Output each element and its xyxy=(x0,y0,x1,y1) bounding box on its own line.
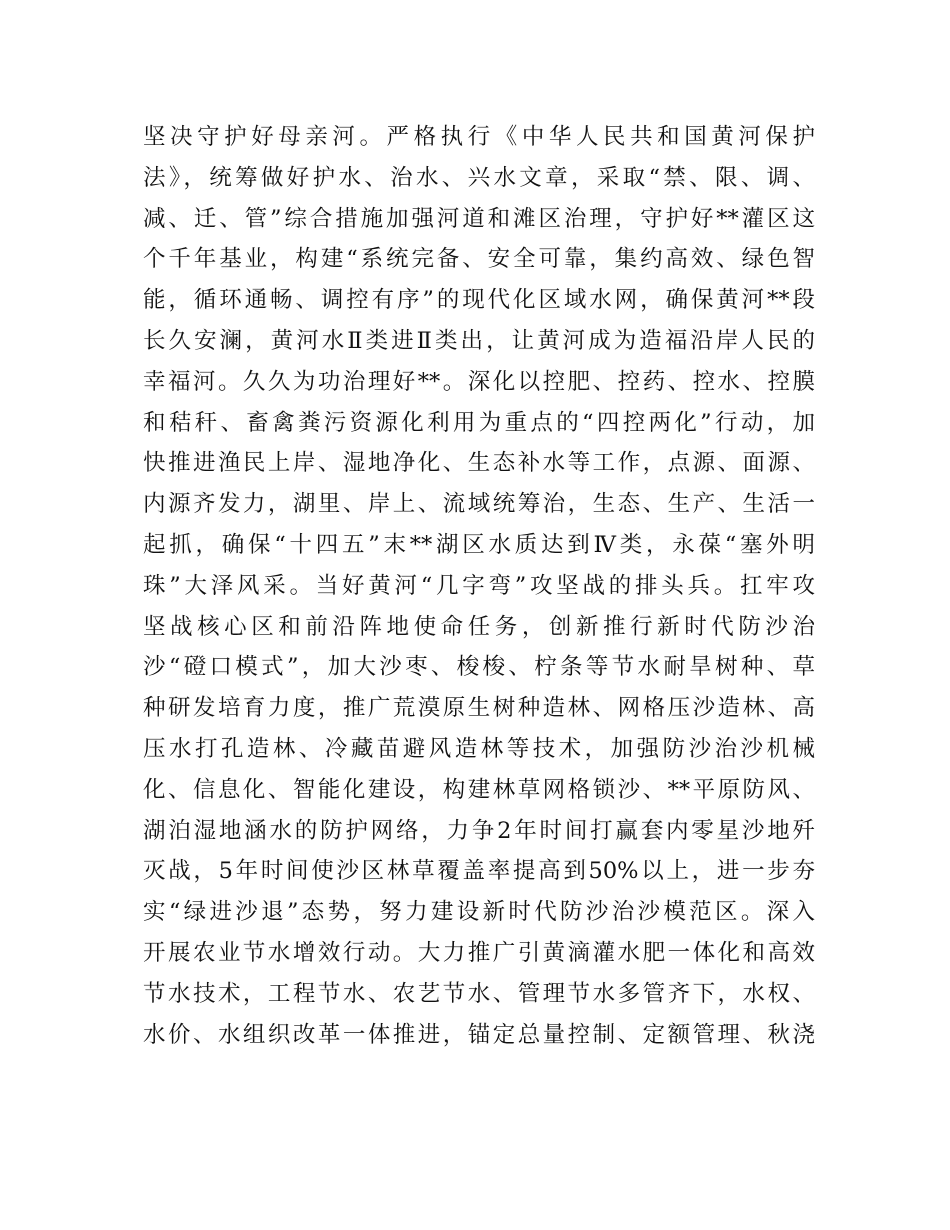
text-line: 能，循环通畅、调控有序”的现代化区域水网，确保黄河**段 xyxy=(143,287,815,314)
text-line: 快推进渔民上岸、湿地净化、生态补水等工作，点源、面源、 xyxy=(143,450,815,477)
text-line: 沙“磴口模式”，加大沙枣、梭梭、柠条等节水耐旱树种、草 xyxy=(143,654,815,681)
text-line: 法》，统筹做好护水、治水、兴水文章，采取“禁、限、调、 xyxy=(143,164,815,191)
text-line: 珠”大泽风采。当好黄河“几字弯”攻坚战的排头兵。扛牢攻 xyxy=(143,572,815,599)
body-text xyxy=(143,117,815,1055)
text-line: 长久安澜，黄河水Ⅱ类进Ⅱ类出，让黄河成为造福沿岸人民的 xyxy=(143,327,815,354)
text-line: 湖泊湿地涵水的防护网络，力争2年时间打赢套内零星沙地歼 xyxy=(143,817,815,844)
text-line: 幸福河。久久为功治理好**。深化以控肥、控药、控水、控膜 xyxy=(143,368,815,395)
text-line: 起抓，确保“十四五”末**湖区水质达到Ⅳ类，永葆“塞外明 xyxy=(143,531,815,558)
text-line: 种研发培育力度，推广荒漠原生树种造林、网格压沙造林、高 xyxy=(143,695,815,722)
text-line: 节水技术，工程节水、农艺节水、管理节水多管齐下，水权、 xyxy=(143,980,815,1007)
text-line: 化、信息化、智能化建设，构建林草网格锁沙、**平原防风、 xyxy=(143,776,815,803)
text-line: 实“绿进沙退”态势，努力建设新时代防沙治沙模范区。深入 xyxy=(143,899,815,926)
text-line: 减、迁、管”综合措施加强河道和滩区治理，守护好**灌区这 xyxy=(143,205,815,232)
text-line: 灭战，5年时间使沙区林草覆盖率提高到50%以上，进一步夯 xyxy=(143,858,815,885)
text-line: 水价、水组织改革一体推进，锚定总量控制、定额管理、秋浇 xyxy=(143,1021,815,1048)
text-line: 和秸秆、畜禽粪污资源化利用为重点的“四控两化”行动，加 xyxy=(143,409,815,436)
text-line: 个千年基业，构建“系统完备、安全可靠，集约高效、绿色智 xyxy=(143,246,815,273)
text-line: 压水打孔造林、冷藏苗避风造林等技术，加强防沙治沙机械 xyxy=(143,735,815,762)
text-line: 坚战核心区和前沿阵地使命任务，创新推行新时代防沙治 xyxy=(143,613,815,640)
text-line: 内源齐发力，湖里、岸上、流域统筹治，生态、生产、生活一 xyxy=(143,491,815,518)
text-line: 开展农业节水增效行动。大力推广引黄滴灌水肥一体化和高效 xyxy=(143,939,815,966)
text-line: 坚决守护好母亲河。严格执行《中华人民共和国黄河保护 xyxy=(143,124,815,150)
